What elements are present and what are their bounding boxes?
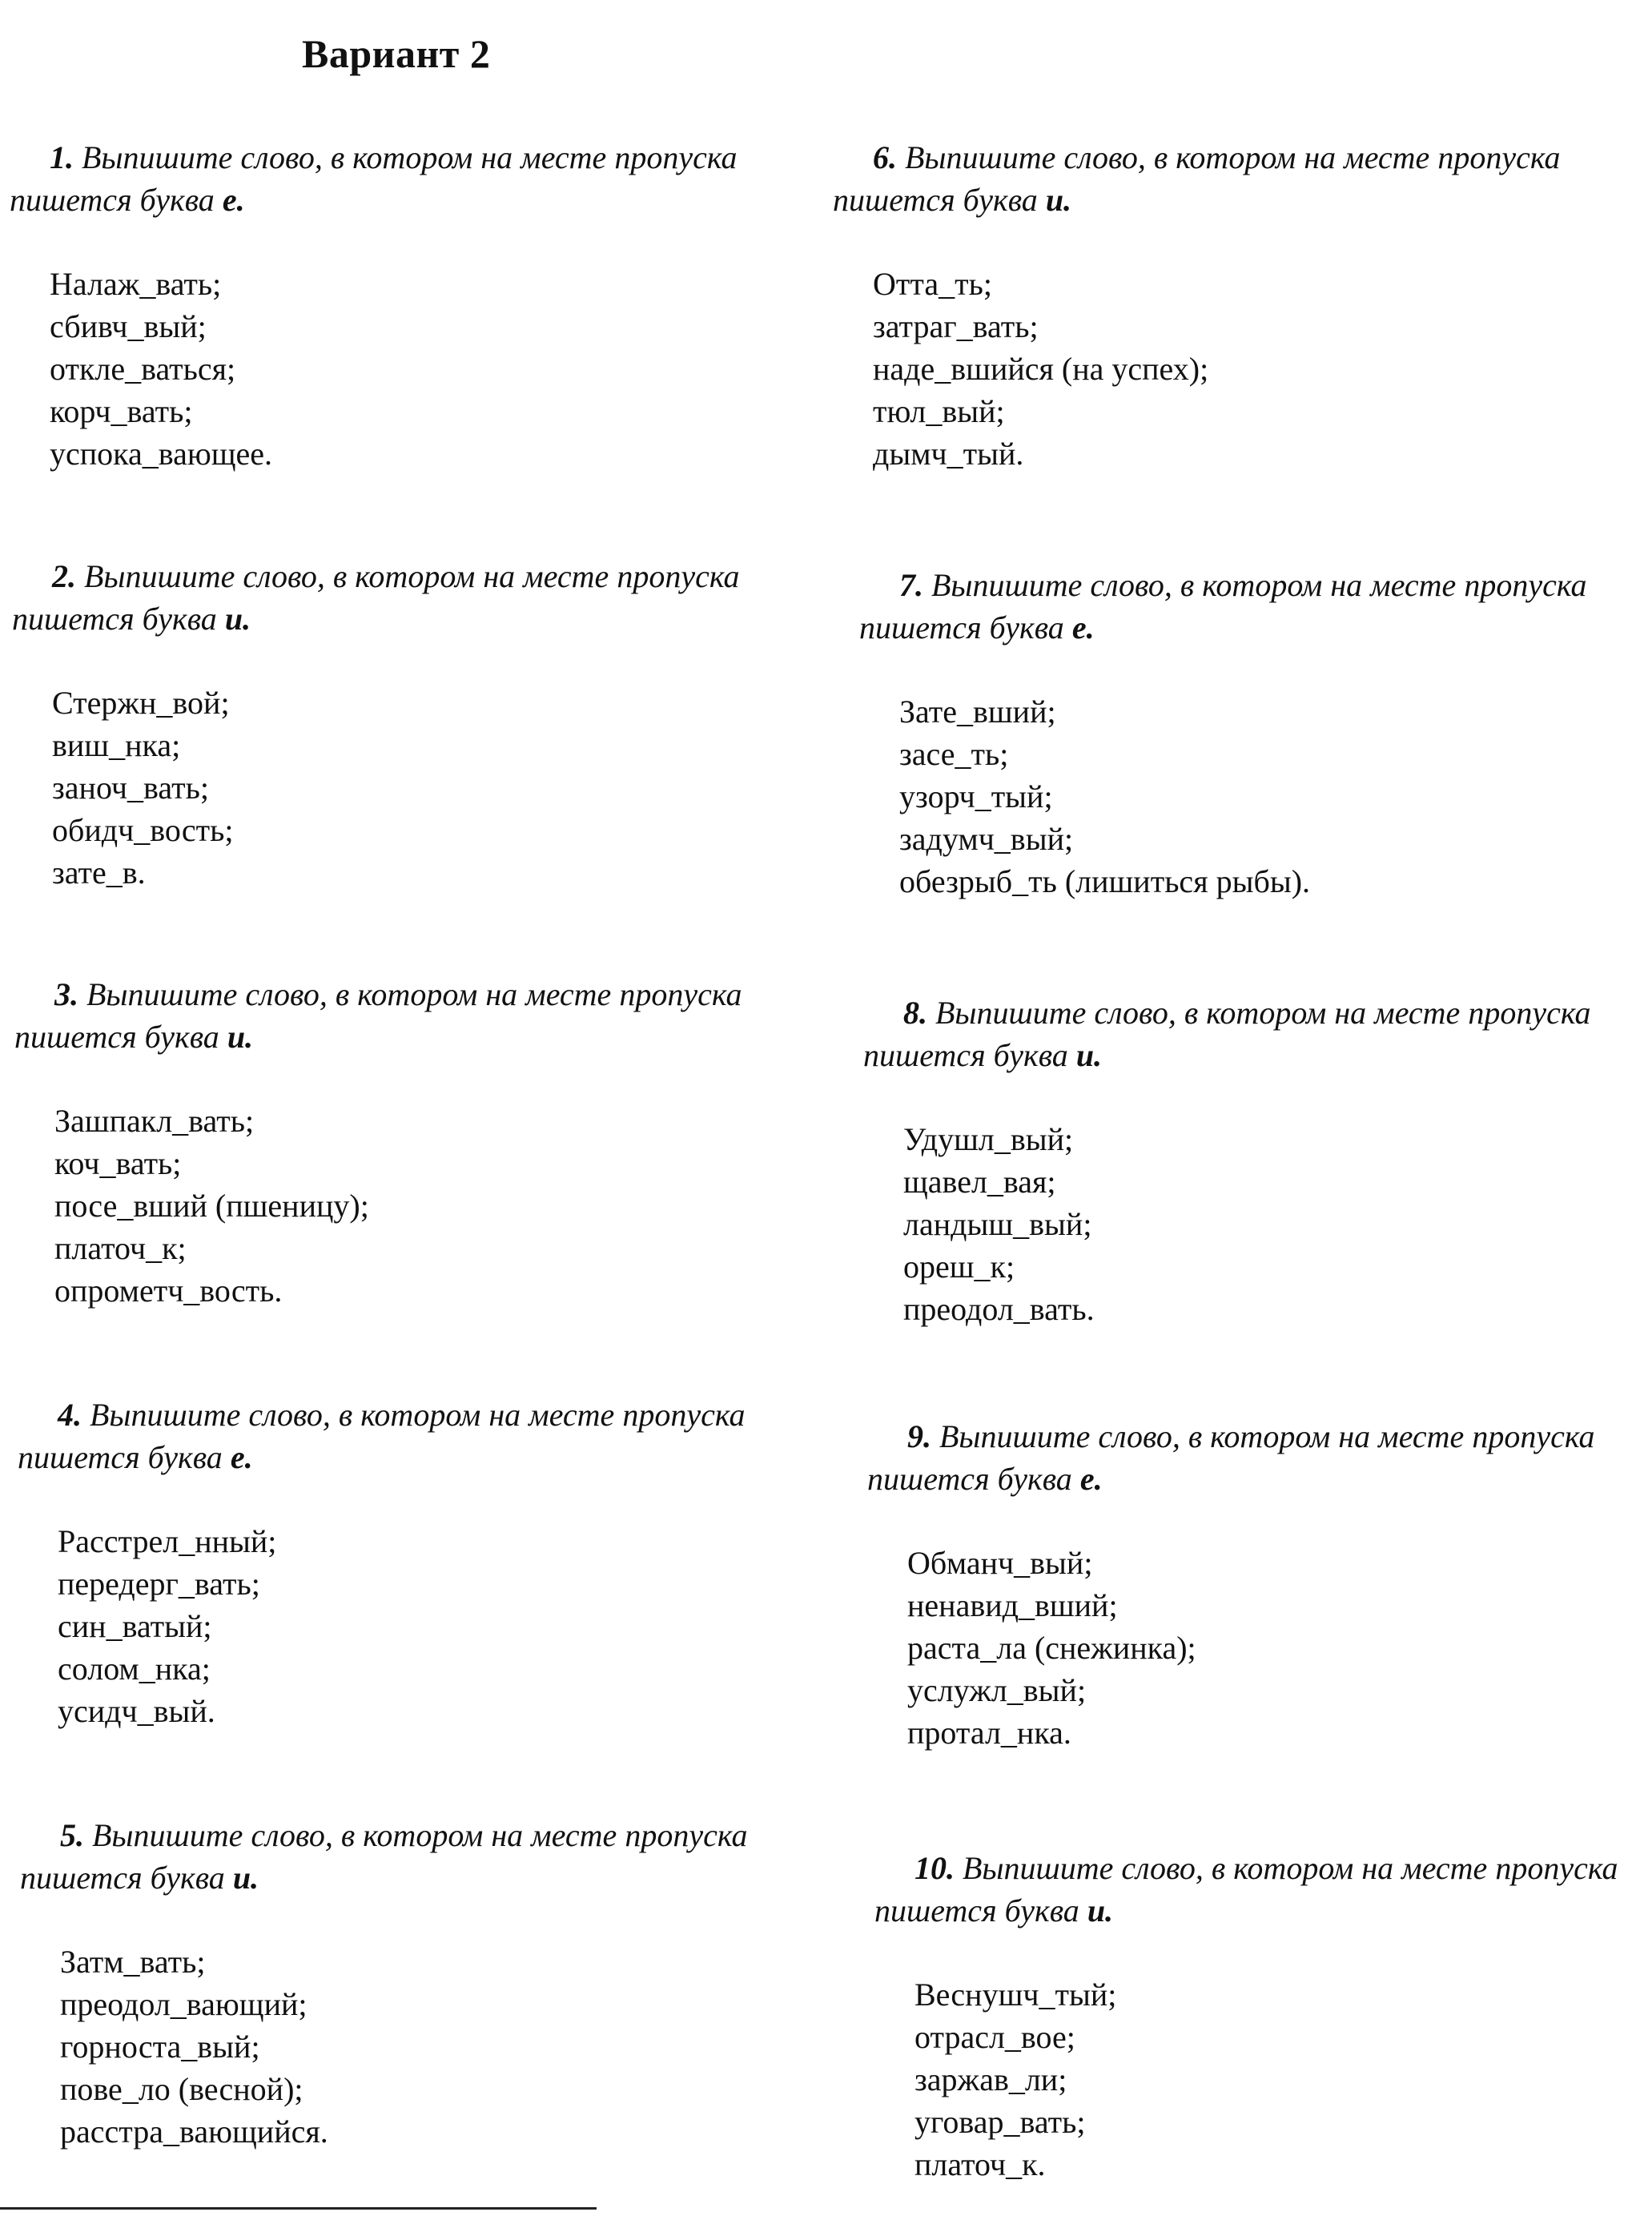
word-option: Обманч_вый; (907, 1545, 1093, 1581)
word-option: наде_вшийся (на успех); (873, 351, 1209, 387)
bottom-divider (0, 2207, 597, 2210)
word-list (859, 690, 1652, 903)
task-6 (833, 136, 1626, 475)
word-option: син_ватый; (58, 1608, 212, 1644)
task-instruction: Выпишите слово, в котором на месте пропуска пишется буква (833, 139, 1561, 218)
task-letter: е. (1079, 1461, 1103, 1497)
task-prompt (859, 564, 1652, 649)
word-option: отрасл_вое; (914, 2019, 1075, 2055)
word-option: преодол_вающий; (60, 1986, 307, 2022)
word-list (14, 1100, 807, 1312)
task-letter: е. (230, 1439, 253, 1475)
word-option: задумч_вый; (899, 821, 1074, 857)
task-instruction: Выпишите слово, в котором на месте пропуска пишется буква (12, 558, 740, 637)
task-2 (12, 555, 805, 894)
task-5 (20, 1814, 813, 2153)
word-option: коч_вать; (54, 1145, 182, 1181)
task-letter: и. (232, 1860, 259, 1896)
word-option: ненавид_вший; (907, 1587, 1118, 1623)
task-letter: и. (1087, 1892, 1114, 1928)
task-number: 5. (60, 1817, 84, 1853)
word-option: ореш_к; (903, 1249, 1015, 1285)
word-option: Зашпакл_вать; (54, 1103, 255, 1139)
word-option: преодол_вать. (903, 1291, 1095, 1327)
word-option: затраг_вать; (873, 308, 1039, 344)
word-option: обезрыб_ть (лишиться рыбы). (899, 863, 1311, 899)
task-instruction: Выпишите слово, в котором на месте пропуска пишется буква (18, 1397, 746, 1475)
word-option: заржав_ли; (914, 2061, 1067, 2097)
word-option: Зате_вший; (899, 694, 1056, 730)
task-instruction: Выпишите слово, в котором на месте пропуска пишется буква (859, 567, 1587, 645)
task-prompt (20, 1814, 813, 1899)
task-10 (874, 1847, 1652, 2186)
task-letter: и. (224, 601, 251, 637)
task-letter: и. (1075, 1037, 1103, 1073)
word-option: усидч_вый. (58, 1693, 215, 1729)
task-number: 1. (50, 139, 74, 175)
word-option: посе_вший (пшеницу); (54, 1188, 369, 1224)
task-3 (14, 973, 807, 1312)
task-8 (863, 991, 1652, 1330)
task-number: 9. (907, 1418, 931, 1454)
word-list (863, 1118, 1652, 1330)
task-prompt (867, 1415, 1652, 1500)
word-option: зате_в. (52, 855, 146, 891)
task-prompt (833, 136, 1626, 221)
word-list (12, 682, 805, 894)
task-number: 4. (58, 1397, 82, 1433)
word-option: виш_нка; (52, 727, 181, 763)
word-option: Затм_вать; (60, 1944, 206, 1980)
task-prompt (10, 136, 802, 221)
word-option: корч_вать; (50, 393, 193, 429)
word-option: сбивч_вый; (50, 308, 207, 344)
word-option: щавел_вая; (903, 1164, 1056, 1200)
word-option: пове_ло (весной); (60, 2071, 303, 2107)
task-instruction: Выпишите слово, в котором на месте пропуска пишется буква (863, 995, 1591, 1073)
task-number: 6. (873, 139, 897, 175)
word-option: опрометч_вость. (54, 1273, 283, 1309)
word-list (833, 263, 1626, 475)
task-prompt (18, 1394, 810, 1478)
task-letter: е. (222, 182, 245, 218)
word-option: протал_нка. (907, 1715, 1071, 1751)
task-instruction: Выпишите слово, в котором на месте пропуска пишется буква (20, 1817, 748, 1896)
word-option: услужл_вый; (907, 1672, 1087, 1708)
task-1 (10, 136, 802, 475)
word-list (10, 263, 802, 475)
task-number: 2. (52, 558, 76, 594)
word-option: раста_ла (снежинка); (907, 1630, 1196, 1666)
word-option: дымч_тый. (873, 436, 1024, 472)
word-option: откле_ваться; (50, 351, 236, 387)
word-option: Стержн_вой; (52, 685, 230, 721)
word-option: ландыш_вый; (903, 1206, 1092, 1242)
word-option: уговар_вать; (914, 2104, 1086, 2140)
word-option: передерг_вать; (58, 1566, 260, 1602)
task-number: 10. (914, 1850, 955, 1886)
task-number: 8. (903, 995, 927, 1031)
task-prompt (874, 1847, 1652, 1932)
word-option: обидч_вость; (52, 812, 234, 848)
task-prompt (14, 973, 807, 1058)
task-9 (867, 1415, 1652, 1754)
word-option: горноста_вый; (60, 2029, 260, 2065)
word-option: Налаж_вать; (50, 266, 222, 302)
task-7 (859, 564, 1652, 903)
word-option: тюл_вый; (873, 393, 1005, 429)
task-instruction: Выпишите слово, в котором на месте пропуска пишется буква (14, 976, 742, 1055)
word-option: узорч_тый; (899, 778, 1053, 814)
word-list (20, 1940, 813, 2153)
word-option: платоч_к. (914, 2146, 1046, 2182)
word-option: Удушл_вый; (903, 1121, 1074, 1157)
task-letter: и. (227, 1019, 254, 1055)
task-4 (18, 1394, 810, 1732)
task-instruction: Выпишите слово, в котором на месте пропуска пишется буква (10, 139, 738, 218)
word-option: платоч_к; (54, 1230, 187, 1266)
task-instruction: Выпишите слово, в котором на месте пропуска пишется буква (867, 1418, 1595, 1497)
task-number: 3. (54, 976, 78, 1012)
word-list (867, 1542, 1652, 1754)
task-letter: и. (1045, 182, 1072, 218)
word-option: расстра_вающийся. (60, 2113, 328, 2150)
word-list (874, 1973, 1652, 2186)
word-option: заноч_вать; (52, 770, 209, 806)
task-number: 7. (899, 567, 923, 603)
task-prompt (863, 991, 1652, 1076)
word-option: успока_вающее. (50, 436, 273, 472)
task-prompt (12, 555, 805, 640)
word-option: Веснушч_тый; (914, 1977, 1117, 2013)
word-option: засе_ть; (899, 736, 1009, 772)
word-option: солом_нка; (58, 1651, 211, 1687)
word-option: Расстрел_нный; (58, 1523, 277, 1559)
word-list (18, 1520, 810, 1732)
page-title: Вариант 2 (302, 31, 491, 76)
task-instruction: Выпишите слово, в котором на месте пропуска пишется буква (874, 1850, 1618, 1928)
task-letter: е. (1071, 609, 1095, 645)
word-option: Отта_ть; (873, 266, 992, 302)
